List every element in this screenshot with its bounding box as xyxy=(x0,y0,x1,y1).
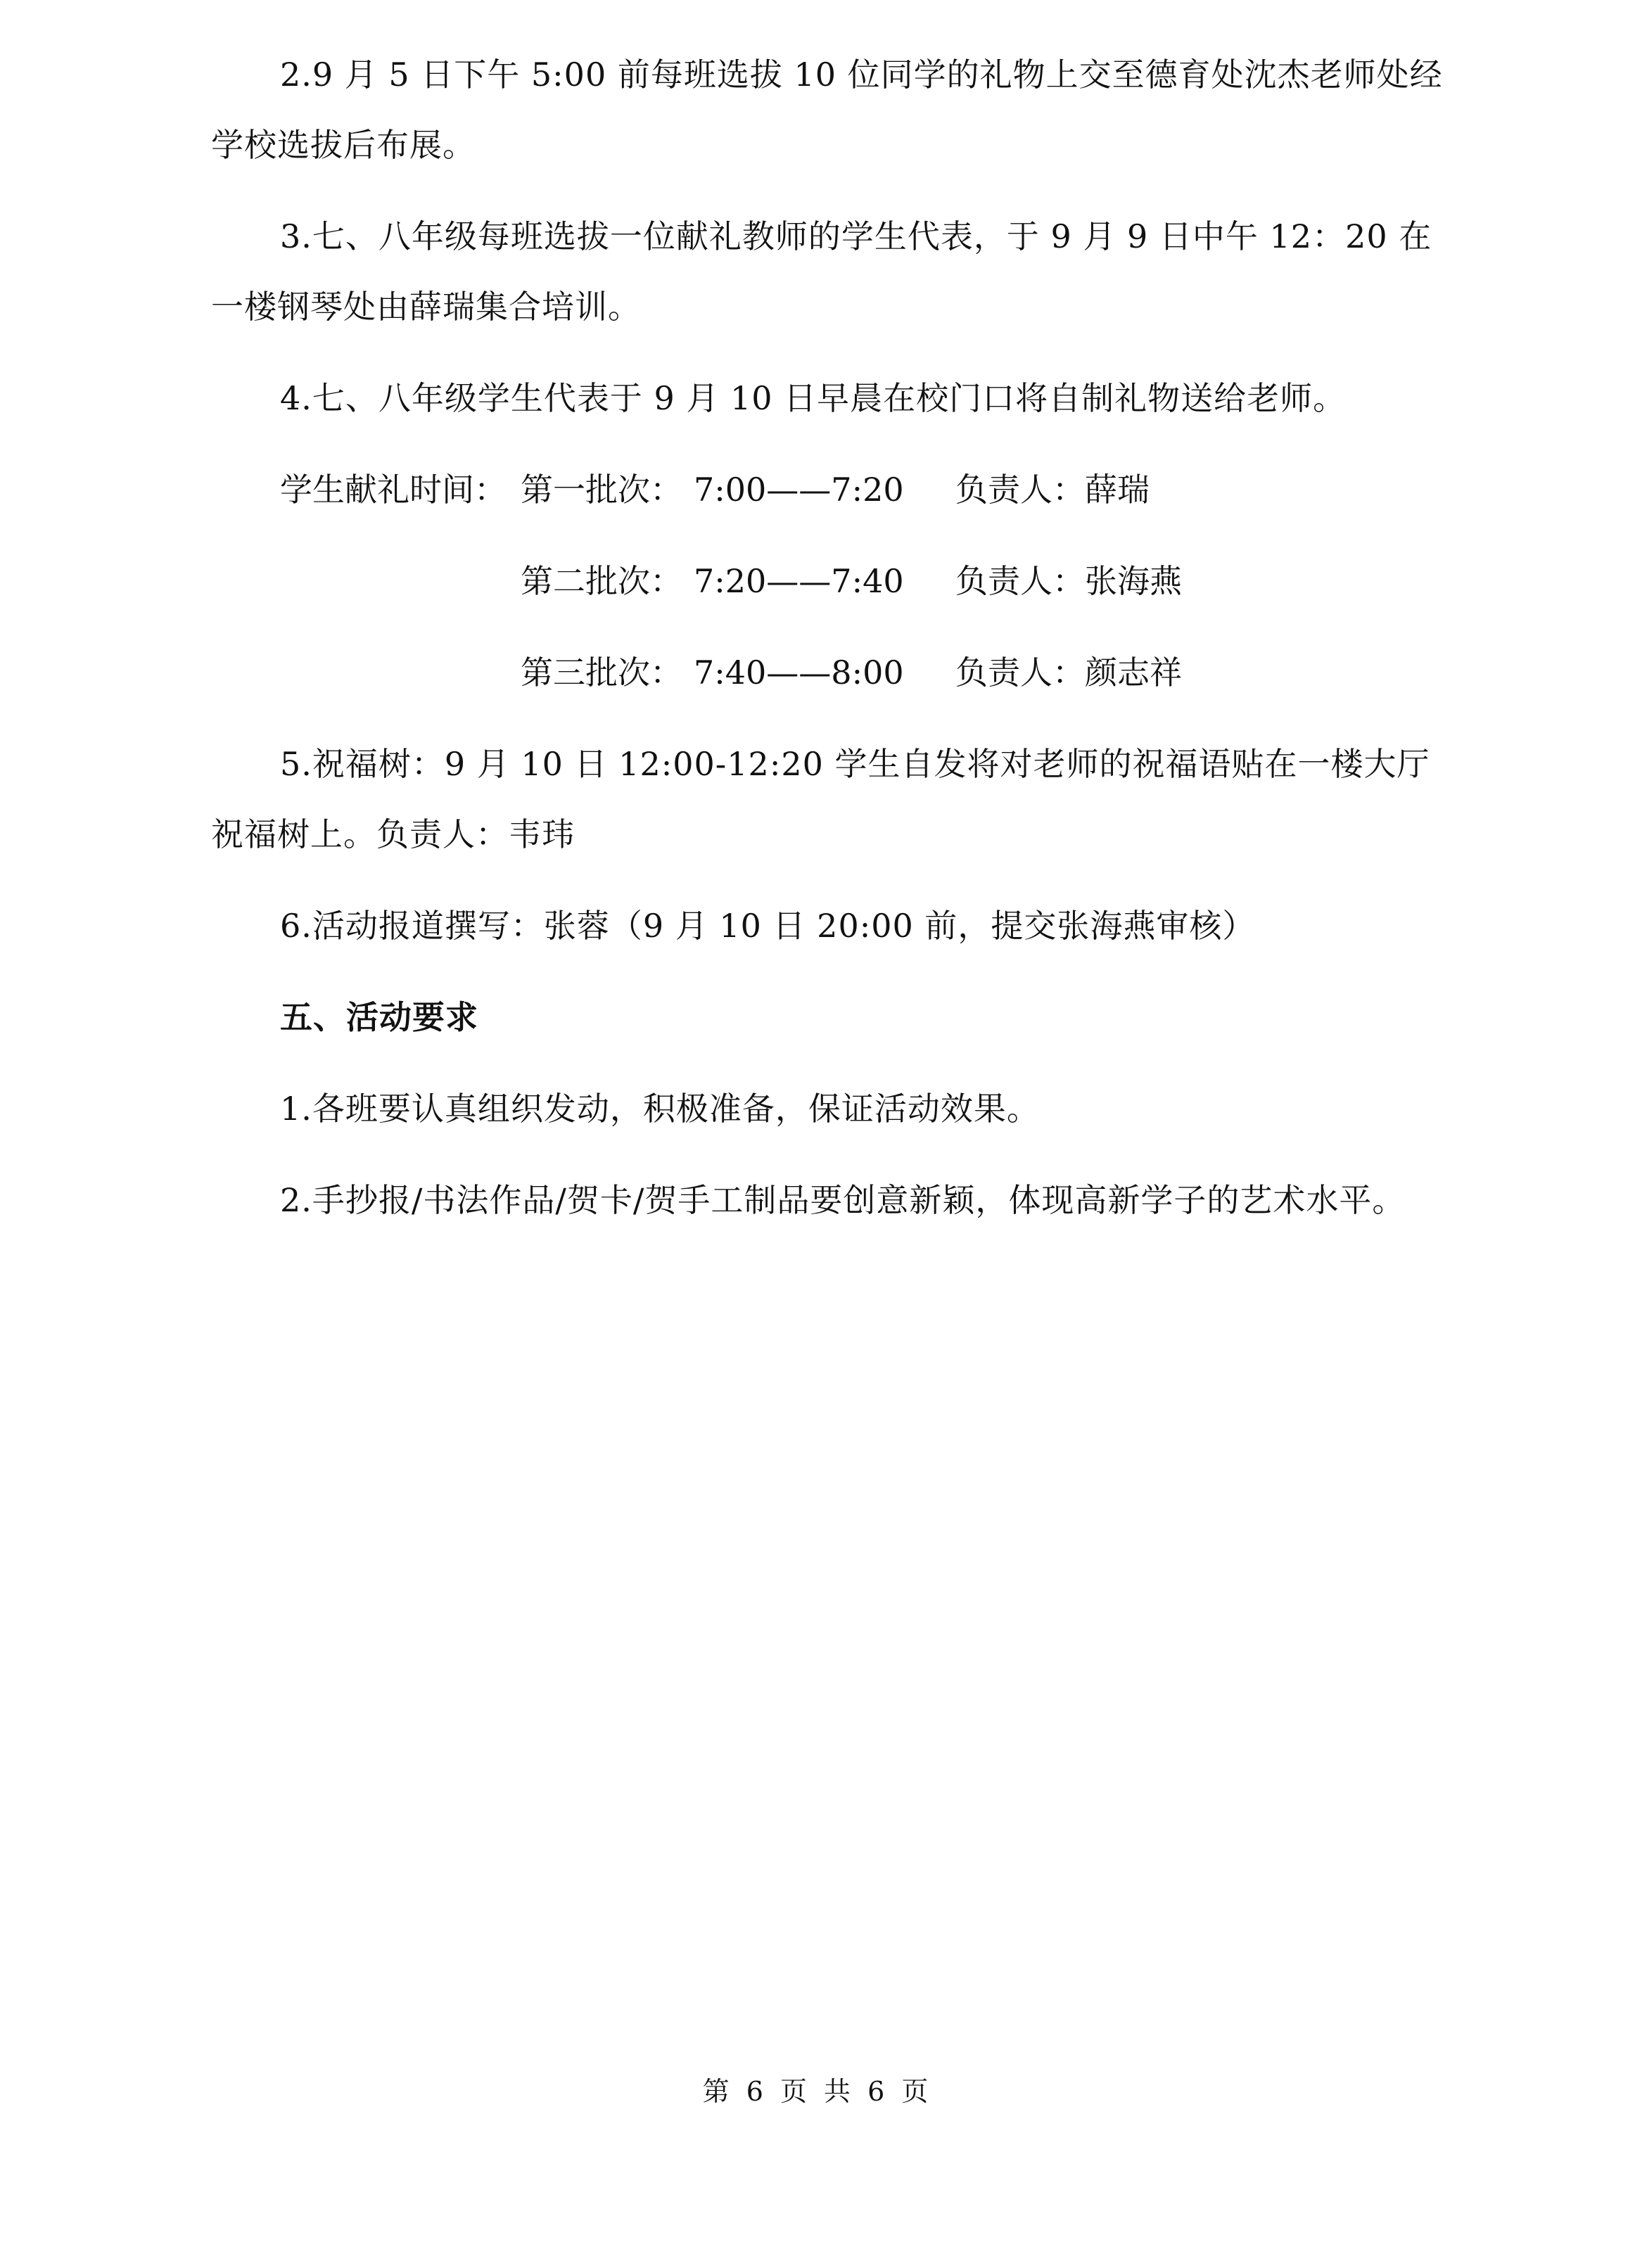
schedule-time: 7:00——7:20 xyxy=(694,471,904,509)
item-3-line-2: 一楼钢琴处由薛瑞集合培训。 xyxy=(211,288,641,326)
item-6-line-1: 6.活动报道撰写：张蓉（9 月 10 日 20:00 前，提交张海燕审核） xyxy=(280,907,1256,945)
requirement-2: 2.手抄报/书法作品/贺卡/贺手工制品要创意新颖，体现高新学子的艺术水平。 xyxy=(280,1181,1406,1219)
schedule-batch: 第三批次： xyxy=(521,654,682,692)
item-5-line-2: 祝福树上。负责人：韦玮 xyxy=(211,815,575,853)
requirement-1: 1.各班要认真组织发动，积极准备，保证活动效果。 xyxy=(280,1090,1040,1128)
schedule-batch: 第一批次： xyxy=(521,471,682,509)
schedule-person: 负责人：颜志祥 xyxy=(955,654,1182,692)
schedule-person: 负责人：薛瑞 xyxy=(955,471,1150,509)
item-2-line-2: 学校选拔后布展。 xyxy=(211,126,476,164)
schedule-row-1 xyxy=(280,469,1265,511)
item-4-line-1: 4.七、八年级学生代表于 9 月 10 日早晨在校门口将自制礼物送给老师。 xyxy=(280,379,1347,417)
section-5-heading: 五、活动要求 xyxy=(280,998,478,1036)
schedule-row-2 xyxy=(280,560,1265,602)
item-5-line-1: 5.祝福树：9 月 10 日 12:00-12:20 学生自发将对老师的祝福语贴在一楼大厅 xyxy=(280,745,1430,783)
schedule-label: 学生献礼时间： xyxy=(280,471,507,509)
page-footer: 第 6 页 共 6 页 xyxy=(702,2076,933,2107)
item-2-line-1: 2.9 月 5 日下午 5:00 前每班选拔 10 位同学的礼物上交至德育处沈杰老师处经 xyxy=(280,56,1443,94)
schedule-person: 负责人：张海燕 xyxy=(955,562,1182,600)
schedule-row-3 xyxy=(280,651,1265,694)
schedule-time: 7:20——7:40 xyxy=(694,562,904,600)
schedule-time: 7:40——8:00 xyxy=(694,654,904,692)
item-3-line-1: 3.七、八年级每班选拔一位献礼教师的学生代表，于 9 月 9 日中午 12：20 在 xyxy=(280,217,1432,255)
schedule-batch: 第二批次： xyxy=(521,562,682,600)
